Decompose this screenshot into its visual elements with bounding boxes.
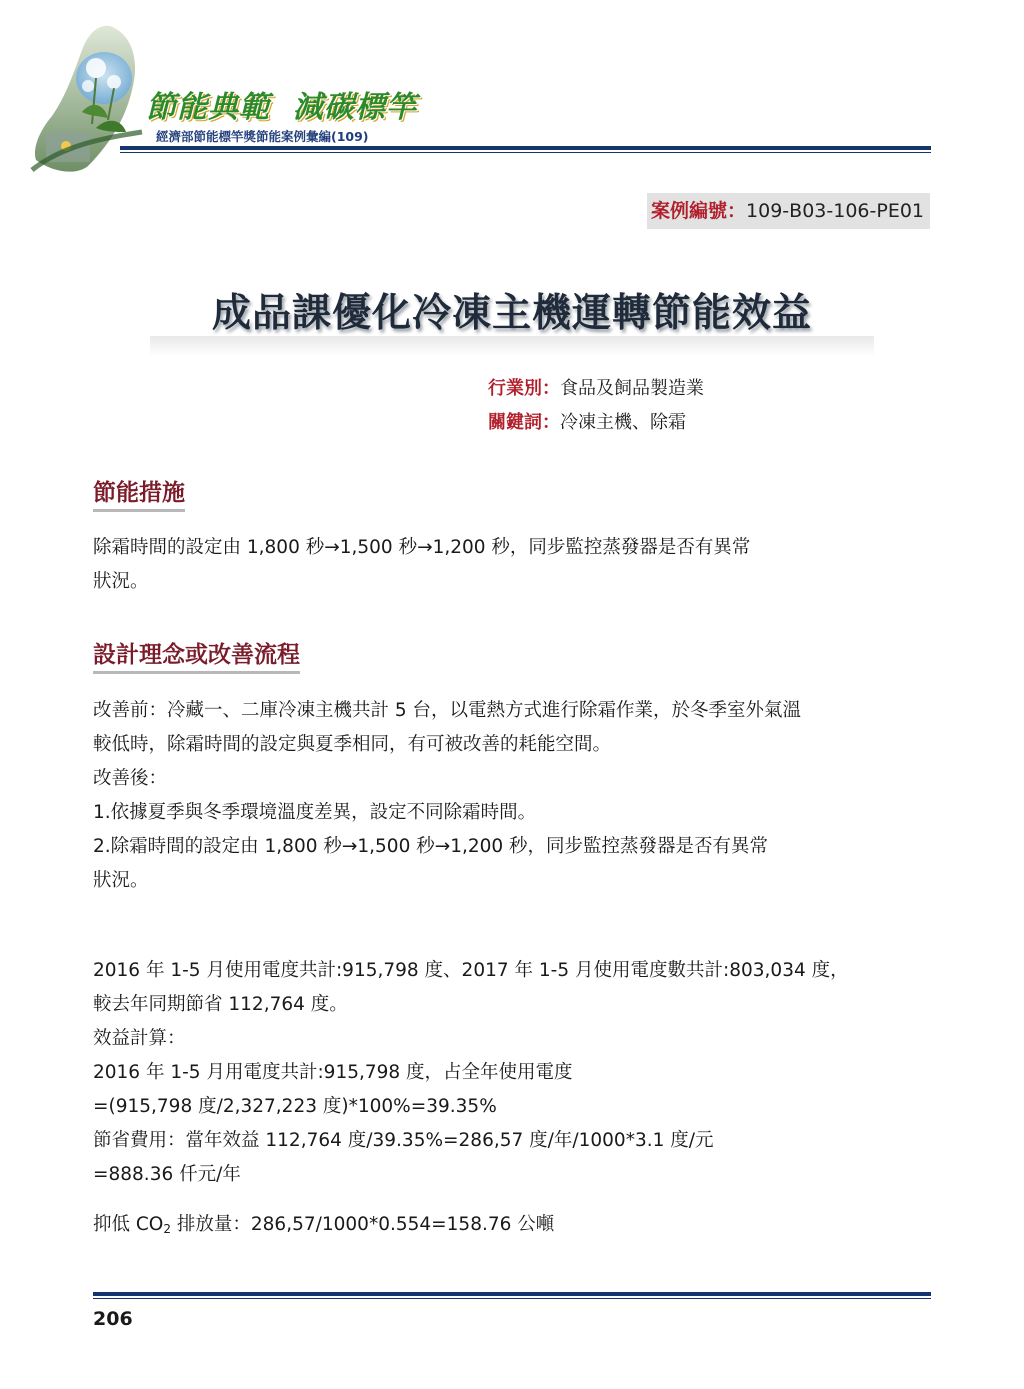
page-title: 成品課優化冷凍主機運轉節能效益 — [211, 291, 812, 336]
benefit-paragraph: 2016 年 1-5 月使用電度共計:915,798 度、2017 年 1-5 月使用電度數共計:803,034 度， 較去年同期節省 112,764 度。 效益計算： 2016 年 1-5 月用電度共計:915,798 度，占全年使用電度 =(915,798 度/2,327,223 度)*100%=39.35% 節省費用：當年效益 112,764 度/39.35%=286,57 度/年/1000*3.1 度/元 =888.36 仟元/年 — [93, 960, 849, 1185]
keywords-label: 關鍵詞： — [488, 412, 560, 433]
industry-value: 食品及飼品製造業 — [560, 378, 704, 399]
footer-rule — [93, 1292, 931, 1296]
keywords — [488, 408, 686, 434]
co2-suffix: 排放量：286,57/1000*0.554=158.76 公噸 — [171, 1214, 555, 1235]
brand-title: 節能典範 減碳標竿 — [146, 90, 417, 125]
case-number — [647, 193, 930, 229]
case-number-value: 109-B03-106-PE01 — [746, 200, 924, 222]
section-heading-design: 設計理念或改善流程 — [93, 636, 300, 674]
header-rule-thin — [120, 152, 931, 153]
header-rule — [120, 146, 931, 150]
industry — [488, 374, 704, 400]
page-number: 206 — [93, 1308, 133, 1330]
footer-rule-thin — [93, 1298, 931, 1299]
brand-subtitle: 經濟部節能標竿獎節能案例彙編(109) — [156, 129, 369, 144]
title-reflection — [150, 336, 874, 356]
industry-label: 行業別： — [488, 378, 560, 399]
keywords-value: 冷凍主機、除霜 — [560, 412, 686, 433]
measures-paragraph: 除霜時間的設定由 1,800 秒→1,500 秒→1,200 秒，同步監控蒸發器是否有異常 狀況。 — [93, 537, 751, 592]
co2-reduction-line — [93, 1208, 943, 1246]
improvement-paragraph: 改善前：冷藏一、二庫冷凍主機共計 5 台，以電熱方式進行除霜作業，於冬季室外氣溫 較低時，除霜時間的設定與夏季相同，有可被改善的耗能空間。 改善後： 1.依據夏季與冬季環境溫度差異，設定不同除霜時間。 2.除霜時間的設定由 1,800 秒→1,500 秒→1,200 秒，同步監控蒸發器是否有異常 狀況。 — [93, 700, 802, 891]
section-heading-measures: 節能措施 — [93, 474, 185, 512]
co2-prefix: 抑低 CO — [93, 1214, 164, 1235]
case-number-label: 案例編號： — [651, 200, 747, 222]
co2-subscript: 2 — [163, 1222, 172, 1236]
